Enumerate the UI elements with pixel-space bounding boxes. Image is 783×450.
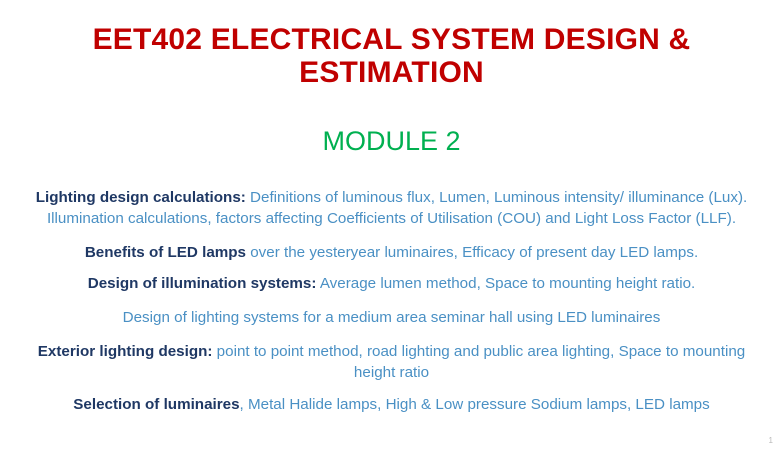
paragraph-text: over the yesteryear luminaires, Efficacy of present day LED lamps. [246, 243, 699, 261]
body-paragraph [28, 307, 755, 329]
slide [0, 23, 783, 450]
body-paragraph [28, 341, 755, 384]
body-paragraph [28, 187, 755, 230]
paragraph-lead: Lighting design calculations: [35, 188, 246, 206]
paragraph-lead: Design of illumination systems: [87, 275, 317, 293]
page-title: EET402 ELECTRICAL SYSTEM DESIGN & ESTIMATION [92, 23, 691, 89]
paragraph-lead: Benefits of LED lamps [84, 243, 246, 261]
page-number: 1 [768, 436, 773, 445]
body-paragraph [28, 394, 755, 416]
paragraph-text: Average lumen method, Space to mounting height ratio. [316, 275, 696, 293]
paragraph-text: point to point method, road lighting and public area lighting, Space to mounting height ratio [212, 342, 746, 382]
body-paragraph [28, 273, 755, 295]
paragraph-text: Design of lighting systems for a medium area seminar hall using LED luminaires [122, 309, 661, 326]
module-subtitle: MODULE 2 [322, 126, 461, 156]
body-paragraph [28, 242, 755, 264]
slide-body [0, 187, 783, 416]
paragraph-text: , Metal Halide lamps, High & Low pressure Sodium lamps, LED lamps [239, 395, 710, 413]
paragraph-text: Definitions of luminous flux, Lumen, Luminous intensity/ illuminance (Lux). Illumination calculations, factors affecting Coefficients of Utilisation (COU) and Light Loss Factor (LLF). [46, 188, 748, 228]
paragraph-lead: Selection of luminaires [73, 395, 240, 413]
paragraph-lead: Exterior lighting design: [37, 342, 213, 360]
